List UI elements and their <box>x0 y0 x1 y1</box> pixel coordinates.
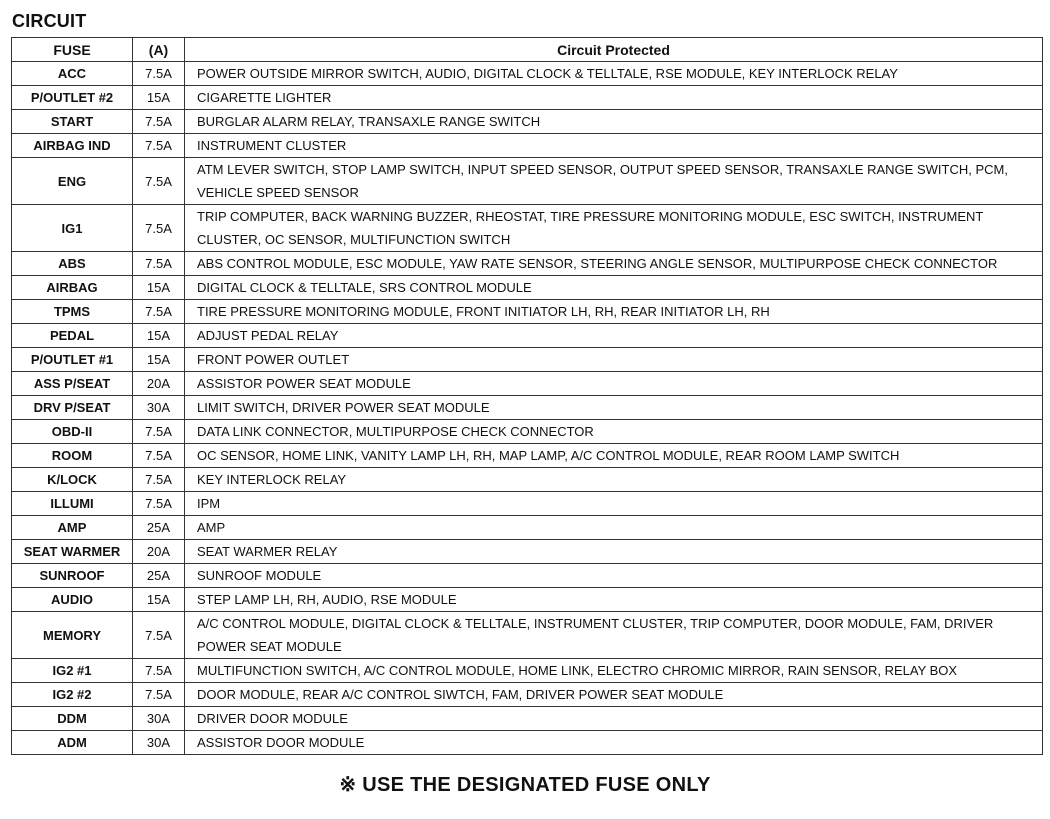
circuit-cell: ADJUST PEDAL RELAY <box>185 324 1043 348</box>
fuse-name-cell: SEAT WARMER <box>12 540 133 564</box>
fuse-name-cell: DRV P/SEAT <box>12 396 133 420</box>
table-row <box>12 252 1043 276</box>
amperage-cell: 25A <box>133 516 185 540</box>
circuit-cell: ABS CONTROL MODULE, ESC MODULE, YAW RATE SENSOR, STEERING ANGLE SENSOR, MULTIPURPOSE CHECK CONNECTOR <box>185 252 1043 276</box>
table-row <box>12 492 1043 516</box>
table-row <box>12 444 1043 468</box>
amperage-cell: 20A <box>133 540 185 564</box>
circuit-cell: MULTIFUNCTION SWITCH, A/C CONTROL MODULE, HOME LINK, ELECTRO CHROMIC MIRROR, RAIN SENSOR, RELAY BOX <box>185 659 1043 683</box>
circuit-cell: DATA LINK CONNECTOR, MULTIPURPOSE CHECK CONNECTOR <box>185 420 1043 444</box>
table-row <box>12 134 1043 158</box>
amperage-cell: 7.5A <box>133 300 185 324</box>
amperage-cell: 7.5A <box>133 252 185 276</box>
header-amperage: (A) <box>133 38 185 62</box>
fuse-name-cell: AIRBAG IND <box>12 134 133 158</box>
amperage-cell: 15A <box>133 348 185 372</box>
fuse-name-cell: PEDAL <box>12 324 133 348</box>
circuit-cell: A/C CONTROL MODULE, DIGITAL CLOCK & TELLTALE, INSTRUMENT CLUSTER, TRIP COMPUTER, DOOR MODULE, FAM, DRIVER POWER SEAT MODULE <box>185 612 1043 659</box>
amperage-cell: 7.5A <box>133 468 185 492</box>
fuse-name-cell: IG1 <box>12 205 133 252</box>
table-row <box>12 468 1043 492</box>
table-row <box>12 731 1043 755</box>
amperage-cell: 15A <box>133 588 185 612</box>
fuse-name-cell: ADM <box>12 731 133 755</box>
table-row <box>12 612 1043 659</box>
fuse-name-cell: ROOM <box>12 444 133 468</box>
amperage-cell: 7.5A <box>133 158 185 205</box>
table-row <box>12 324 1043 348</box>
fuse-name-cell: IG2 #1 <box>12 659 133 683</box>
amperage-cell: 30A <box>133 731 185 755</box>
circuit-cell: KEY INTERLOCK RELAY <box>185 468 1043 492</box>
circuit-cell: DRIVER DOOR MODULE <box>185 707 1043 731</box>
circuit-cell: INSTRUMENT CLUSTER <box>185 134 1043 158</box>
fuse-name-cell: ASS P/SEAT <box>12 372 133 396</box>
circuit-cell: DIGITAL CLOCK & TELLTALE, SRS CONTROL MODULE <box>185 276 1043 300</box>
table-row <box>12 372 1043 396</box>
amperage-cell: 15A <box>133 276 185 300</box>
circuit-cell: BURGLAR ALARM RELAY, TRANSAXLE RANGE SWITCH <box>185 110 1043 134</box>
circuit-cell: CIGARETTE LIGHTER <box>185 86 1043 110</box>
amperage-cell: 7.5A <box>133 134 185 158</box>
table-row <box>12 348 1043 372</box>
fuse-name-cell: TPMS <box>12 300 133 324</box>
circuit-cell: SUNROOF MODULE <box>185 564 1043 588</box>
fuse-name-cell: AMP <box>12 516 133 540</box>
table-row <box>12 158 1043 205</box>
table-row <box>12 62 1043 86</box>
table-row <box>12 516 1043 540</box>
amperage-cell: 7.5A <box>133 110 185 134</box>
table-header-row <box>12 38 1043 62</box>
circuit-cell: POWER OUTSIDE MIRROR SWITCH, AUDIO, DIGITAL CLOCK & TELLTALE, RSE MODULE, KEY INTERLOCK RELAY <box>185 62 1043 86</box>
fuse-name-cell: DDM <box>12 707 133 731</box>
fuse-table <box>11 37 1043 755</box>
circuit-cell: FRONT POWER OUTLET <box>185 348 1043 372</box>
fuse-name-cell: OBD-II <box>12 420 133 444</box>
amperage-cell: 20A <box>133 372 185 396</box>
circuit-cell: IPM <box>185 492 1043 516</box>
table-row <box>12 659 1043 683</box>
circuit-cell: SEAT WARMER RELAY <box>185 540 1043 564</box>
amperage-cell: 7.5A <box>133 444 185 468</box>
table-row <box>12 110 1043 134</box>
circuit-cell: DOOR MODULE, REAR A/C CONTROL SIWTCH, FAM, DRIVER POWER SEAT MODULE <box>185 683 1043 707</box>
fuse-name-cell: K/LOCK <box>12 468 133 492</box>
table-row <box>12 540 1043 564</box>
table-row <box>12 564 1043 588</box>
section-title: CIRCUIT <box>12 11 87 31</box>
table-row <box>12 205 1043 252</box>
table-row <box>12 300 1043 324</box>
amperage-cell: 7.5A <box>133 659 185 683</box>
table-row <box>12 683 1043 707</box>
circuit-cell: ASSISTOR POWER SEAT MODULE <box>185 372 1043 396</box>
amperage-cell: 7.5A <box>133 205 185 252</box>
circuit-cell: TRIP COMPUTER, BACK WARNING BUZZER, RHEOSTAT, TIRE PRESSURE MONITORING MODULE, ESC SWITCH, INSTRUMENT CLUSTER, OC SENSOR, MULTIFUNCTION SWITCH <box>185 205 1043 252</box>
fuse-name-cell: ACC <box>12 62 133 86</box>
circuit-cell: OC SENSOR, HOME LINK, VANITY LAMP LH, RH, MAP LAMP, A/C CONTROL MODULE, REAR ROOM LAMP SWITCH <box>185 444 1043 468</box>
amperage-cell: 15A <box>133 86 185 110</box>
amperage-cell: 7.5A <box>133 62 185 86</box>
fuse-name-cell: ABS <box>12 252 133 276</box>
amperage-cell: 30A <box>133 396 185 420</box>
fuse-name-cell: ENG <box>12 158 133 205</box>
table-row <box>12 276 1043 300</box>
amperage-cell: 30A <box>133 707 185 731</box>
circuit-cell: AMP <box>185 516 1043 540</box>
amperage-cell: 7.5A <box>133 612 185 659</box>
amperage-cell: 15A <box>133 324 185 348</box>
fuse-name-cell: MEMORY <box>12 612 133 659</box>
fuse-name-cell: START <box>12 110 133 134</box>
amperage-cell: 7.5A <box>133 683 185 707</box>
designated-fuse-note: ※ USE THE DESIGNATED FUSE ONLY <box>339 774 711 796</box>
table-row <box>12 420 1043 444</box>
fuse-name-cell: SUNROOF <box>12 564 133 588</box>
circuit-cell: ASSISTOR DOOR MODULE <box>185 731 1043 755</box>
fuse-name-cell: P/OUTLET #1 <box>12 348 133 372</box>
header-fuse: FUSE <box>12 38 133 62</box>
circuit-cell: TIRE PRESSURE MONITORING MODULE, FRONT INITIATOR LH, RH, REAR INITIATOR LH, RH <box>185 300 1043 324</box>
amperage-cell: 7.5A <box>133 492 185 516</box>
fuse-name-cell: IG2 #2 <box>12 683 133 707</box>
amperage-cell: 7.5A <box>133 420 185 444</box>
circuit-cell: ATM LEVER SWITCH, STOP LAMP SWITCH, INPUT SPEED SENSOR, OUTPUT SPEED SENSOR, TRANSAXLE RANGE SWITCH, PCM, VEHICLE SPEED SENSOR <box>185 158 1043 205</box>
fuse-name-cell: ILLUMI <box>12 492 133 516</box>
table-row <box>12 86 1043 110</box>
fuse-name-cell: P/OUTLET #2 <box>12 86 133 110</box>
fuse-table-body <box>12 62 1043 755</box>
circuit-cell: LIMIT SWITCH, DRIVER POWER SEAT MODULE <box>185 396 1043 420</box>
circuit-cell: STEP LAMP LH, RH, AUDIO, RSE MODULE <box>185 588 1043 612</box>
fuse-name-cell: AUDIO <box>12 588 133 612</box>
header-circuit-protected: Circuit Protected <box>185 38 1043 62</box>
table-row <box>12 707 1043 731</box>
table-row <box>12 588 1043 612</box>
amperage-cell: 25A <box>133 564 185 588</box>
fuse-name-cell: AIRBAG <box>12 276 133 300</box>
table-row <box>12 396 1043 420</box>
